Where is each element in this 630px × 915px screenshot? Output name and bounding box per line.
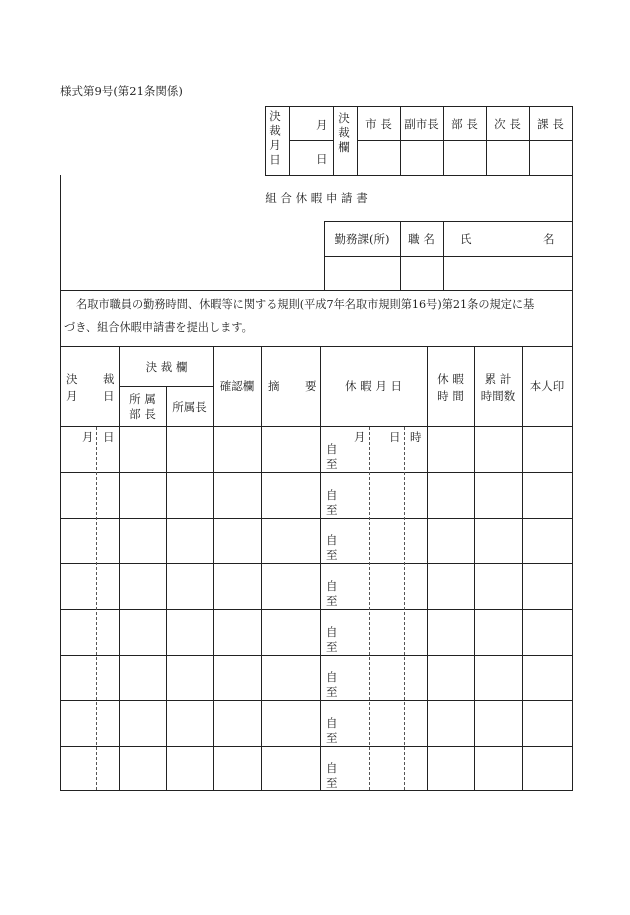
name-label-second: 名: [543, 232, 555, 246]
h-cumulative-1: 累 計: [484, 372, 512, 386]
h-decision-column: 決 裁 欄: [145, 360, 188, 374]
table-row[interactable]: [61, 701, 572, 746]
h-leave-time-2: 時 間: [437, 389, 464, 403]
position-label: 職 名: [408, 232, 435, 246]
h-office-dept-head-1: 所 属: [129, 392, 156, 406]
table-row[interactable]: [61, 519, 572, 563]
h-confirm: 確認欄: [219, 379, 255, 393]
to-label: 至: [326, 457, 338, 471]
name-label-first: 氏: [460, 232, 472, 246]
approver-vice-mayor: 副市長: [404, 117, 439, 131]
from-label: 自: [326, 488, 338, 502]
h-office-head: 所属長: [172, 400, 207, 414]
from-label: 自: [326, 442, 338, 456]
from-label: 自: [326, 579, 338, 593]
from-label: 自: [326, 716, 338, 730]
approver-section-chief: 課 長: [537, 117, 564, 131]
statement-divider: [60, 346, 573, 347]
h-month: 月: [66, 389, 78, 403]
decision-month-label: 月: [316, 118, 328, 132]
table-row[interactable]: [61, 427, 572, 472]
to-label: 至: [326, 640, 338, 654]
decision-date-label: 決裁月日: [268, 110, 282, 168]
decision-day-label: 日: [316, 152, 328, 166]
to-label: 至: [326, 503, 338, 517]
to-label: 至: [326, 594, 338, 608]
dept-label: 勤務課(所): [334, 232, 390, 246]
decision-column-label: 決裁欄: [337, 112, 351, 156]
h-summary-2: 要: [305, 379, 317, 393]
approver-dept-head: 部 長: [451, 117, 478, 131]
table-row[interactable]: [61, 610, 572, 655]
h-day: 日: [103, 389, 115, 403]
position-field[interactable]: [401, 257, 443, 290]
statement-line-2: づき、組合休暇申請書を提出します。: [64, 321, 253, 334]
h-decision-1: 決: [66, 372, 78, 386]
to-label: 至: [326, 776, 338, 790]
table-row[interactable]: [61, 656, 572, 700]
leave-hour-label: 時: [410, 430, 422, 444]
form-label: 様式第9号(第21条関係): [60, 84, 183, 98]
seal-box-vice-mayor[interactable]: [401, 141, 443, 175]
row-day-label: 日: [103, 430, 115, 444]
h-seal: 本人印: [529, 379, 565, 393]
seal-box-mayor[interactable]: [358, 141, 400, 175]
from-label: 自: [326, 625, 338, 639]
leave-month-label: 月: [354, 430, 366, 444]
leave-day-label: 日: [389, 430, 401, 444]
to-label: 至: [326, 731, 338, 745]
seal-box-dept-head[interactable]: [444, 141, 486, 175]
from-label: 自: [326, 761, 338, 775]
table-row[interactable]: [61, 747, 572, 790]
to-label: 至: [326, 548, 338, 562]
statement-line-1: 名取市職員の勤務時間、休暇等に関する規則(平成7年名取市規則第16号)第21条の規定に基: [76, 298, 535, 311]
seal-box-section-chief[interactable]: [530, 141, 572, 175]
name-field[interactable]: [444, 257, 572, 290]
h-leave-time-1: 休 暇: [437, 372, 464, 386]
h-office-dept-head-2: 部 長: [129, 407, 156, 421]
approver-deputy: 次 長: [494, 117, 521, 131]
form-title: 組 合 休 暇 申 請 書: [265, 191, 368, 205]
h-decision-2: 裁: [103, 372, 115, 386]
h-summary-1: 摘: [268, 379, 280, 393]
table-row[interactable]: [61, 564, 572, 609]
h-cumulative-2: 時間数: [480, 389, 516, 403]
to-label: 至: [326, 685, 338, 699]
h-leave-date: 休 暇 月 日: [345, 379, 402, 393]
dept-field[interactable]: [325, 257, 400, 290]
from-label: 自: [326, 670, 338, 684]
from-label: 自: [326, 533, 338, 547]
table-row[interactable]: [61, 473, 572, 518]
seal-box-deputy[interactable]: [487, 141, 529, 175]
row-month-label: 月: [82, 430, 94, 444]
approver-mayor: 市 長: [365, 117, 392, 131]
